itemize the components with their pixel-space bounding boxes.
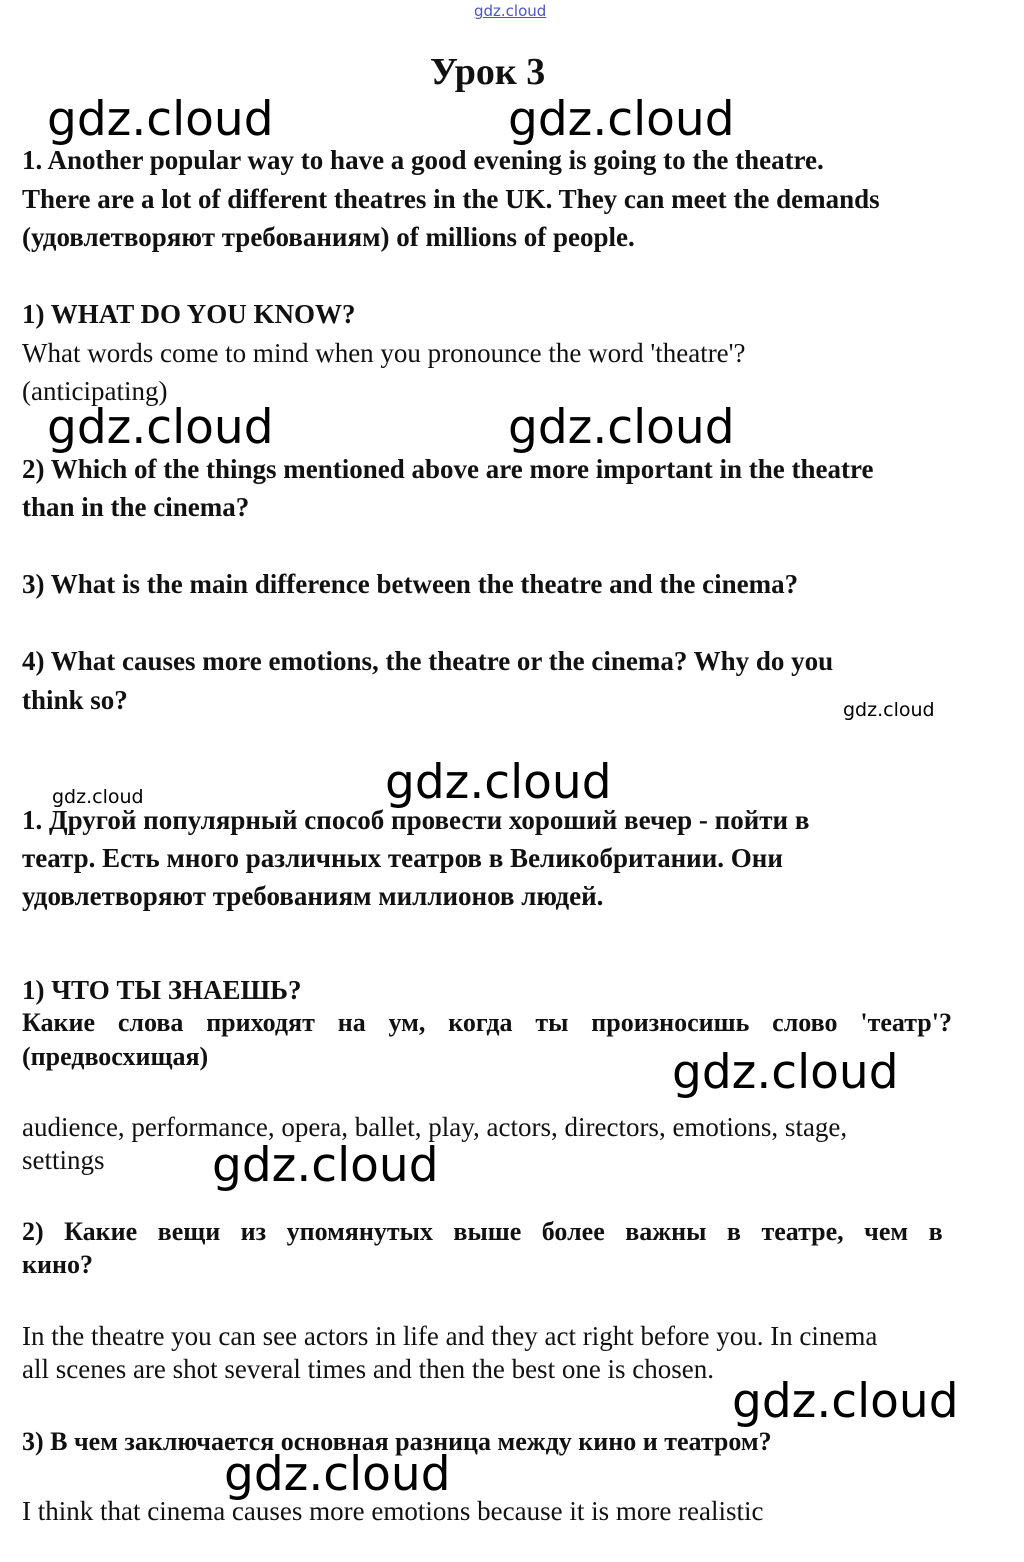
question-heading: 1) ЧТО ТЫ ЗНАЕШЬ? [22,975,302,1005]
intro-line: There are a lot of different theatres in the UK. They can meet the demands [22,184,880,214]
intro-line: театр. Есть много различных театров в Великобритании. Они [22,843,783,873]
intro-line: 1. Another popular way to have a good evening is going to the theatre. [22,145,824,175]
question-heading: 1) WHAT DO YOU KNOW? [22,299,356,329]
question-text: кино? [22,1250,93,1279]
question-text: (предвосхищая) [22,1042,209,1071]
question-text: (anticipating) [22,376,168,406]
watermark: gdz.cloud [732,1374,959,1429]
watermark: gdz.cloud [508,400,735,455]
intro-line: (удовлетворяют требованиям) of millions of people. [22,222,635,252]
question-text: think so? [22,685,128,715]
question-text: 3) What is the main difference between the theatre and the cinema? [22,569,799,599]
intro-line: 1. Другой популярный способ провести хороший вечер - пойти в [22,805,810,835]
question-text: 3) В чем заключается основная разница между кино и театром? [22,1427,772,1456]
watermark: gdz.cloud [843,699,935,721]
question-text: Какие слова приходят на ум, когда ты произносишь слово 'театр'? [22,1008,952,1037]
question-text: than in the cinema? [22,492,250,522]
answer-text: I think that cinema causes more emotions because it is more realistic [22,1496,764,1526]
question-text: 2) Какие вещи из упомянутых выше более важны в театре, чем в [22,1217,943,1246]
answer-text: audience, performance, opera, ballet, play, actors, directors, emotions, stage, [22,1112,848,1142]
watermark: gdz.cloud [47,92,274,147]
watermark: gdz.cloud [385,755,612,810]
answer-text: In the theatre you can see actors in life and they act right before you. In cinema [22,1321,878,1351]
page-title: Урок 3 [430,51,546,93]
watermark: gdz.cloud [212,1138,439,1193]
header-link[interactable]: gdz.cloud [474,2,547,20]
answer-text: all scenes are shot several times and then the best one is chosen. [22,1354,715,1384]
answer-text: settings [22,1145,105,1175]
question-text: 4) What causes more emotions, the theatre or the cinema? Why do you [22,646,834,676]
watermark: gdz.cloud [47,400,274,455]
watermark: gdz.cloud [224,1447,451,1502]
intro-line: удовлетворяют требованиям миллионов людей. [22,881,604,911]
question-text: What words come to mind when you pronounce the word 'theatre'? [22,338,746,368]
watermark: gdz.cloud [672,1045,899,1100]
watermark: gdz.cloud [508,92,735,147]
question-text: 2) Which of the things mentioned above are more important in the theatre [22,454,874,484]
watermark: gdz.cloud [52,786,144,808]
